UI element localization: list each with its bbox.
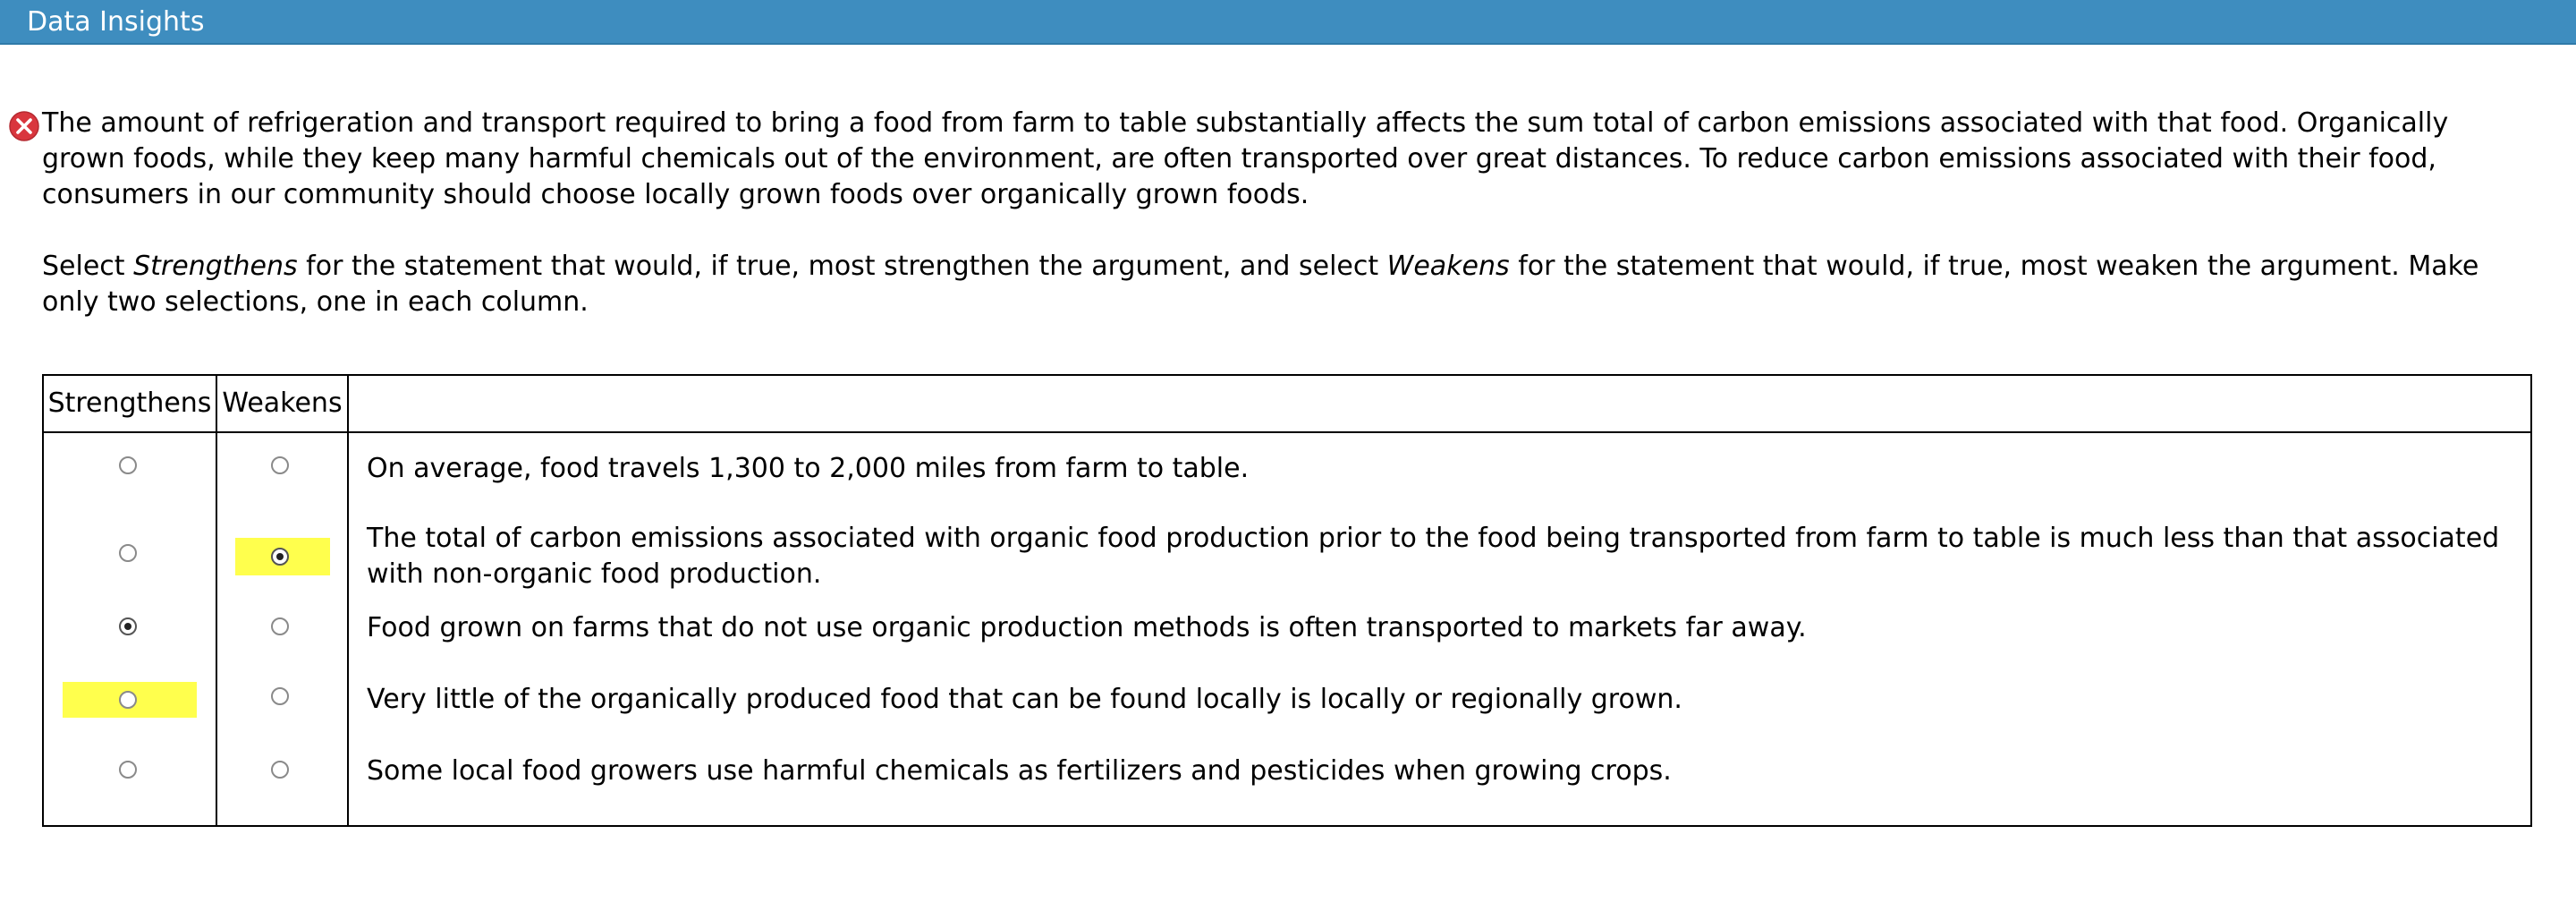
instructions	[42, 249, 2529, 320]
header-strengthens: Strengthens	[47, 387, 212, 419]
table-row	[44, 503, 2530, 591]
statement-text: Very little of the organically produced food that can be found locally is locally or regionally grown.	[367, 684, 1682, 715]
weakens-radio[interactable]	[271, 687, 289, 705]
strengthens-radio[interactable]	[119, 456, 137, 474]
statement-text: Food grown on farms that do not use organic production methods is often transported to markets far away.	[367, 612, 1807, 643]
strengthens-radio[interactable]	[119, 761, 137, 779]
strengthens-radio[interactable]	[119, 691, 137, 709]
title-bar	[0, 0, 2576, 45]
instructions-part-1: Select	[42, 251, 134, 282]
argument-passage: The amount of refrigeration and transport required to bring a food from farm to table substantially affects the sum total of carbon emissions associated with that food. Organically grown foods, while they keep many harmful chemicals out of the environment, are often transported over great distances. To reduce carbon emissions associated with their food, consumers in our community should choose locally grown foods over organically grown foods.	[42, 107, 2449, 210]
question-prompt	[42, 106, 2529, 320]
instructions-weakens: Weakens	[1386, 251, 1510, 282]
weakens-radio[interactable]	[271, 761, 289, 779]
instructions-part-3: for the statement that would, if true, most weaken the argument. Make only two selections, one in each column.	[42, 251, 2479, 318]
strengthens-radio[interactable]	[119, 544, 137, 562]
instructions-strengthens: Strengthens	[133, 251, 298, 282]
instructions-part-2: for the statement that would, if true, most strengthen the argument, and select	[297, 251, 1387, 282]
app-title: Data Insights	[27, 6, 205, 38]
weakens-radio[interactable]	[271, 617, 289, 635]
table-row	[44, 431, 2530, 503]
statement-text: The total of carbon emissions associated with organic food production prior to the food being transported from farm to table is much less than that associated with non-organic food production.	[367, 523, 2500, 590]
statement-text: On average, food travels 1,300 to 2,000 miles from farm to table.	[367, 453, 1250, 484]
table-row	[44, 591, 2530, 662]
strengthens-radio[interactable]	[119, 617, 137, 635]
weakens-radio[interactable]	[271, 456, 289, 474]
header-weakens: Weakens	[222, 387, 343, 419]
statement-text: Some local food growers use harmful chemicals as fertilizers and pesticides when growing crops.	[367, 755, 1672, 787]
weakens-radio[interactable]	[271, 548, 289, 566]
table-row	[44, 662, 2530, 734]
answer-table	[42, 374, 2532, 827]
table-row	[44, 734, 2530, 825]
error-x-icon	[8, 110, 40, 142]
